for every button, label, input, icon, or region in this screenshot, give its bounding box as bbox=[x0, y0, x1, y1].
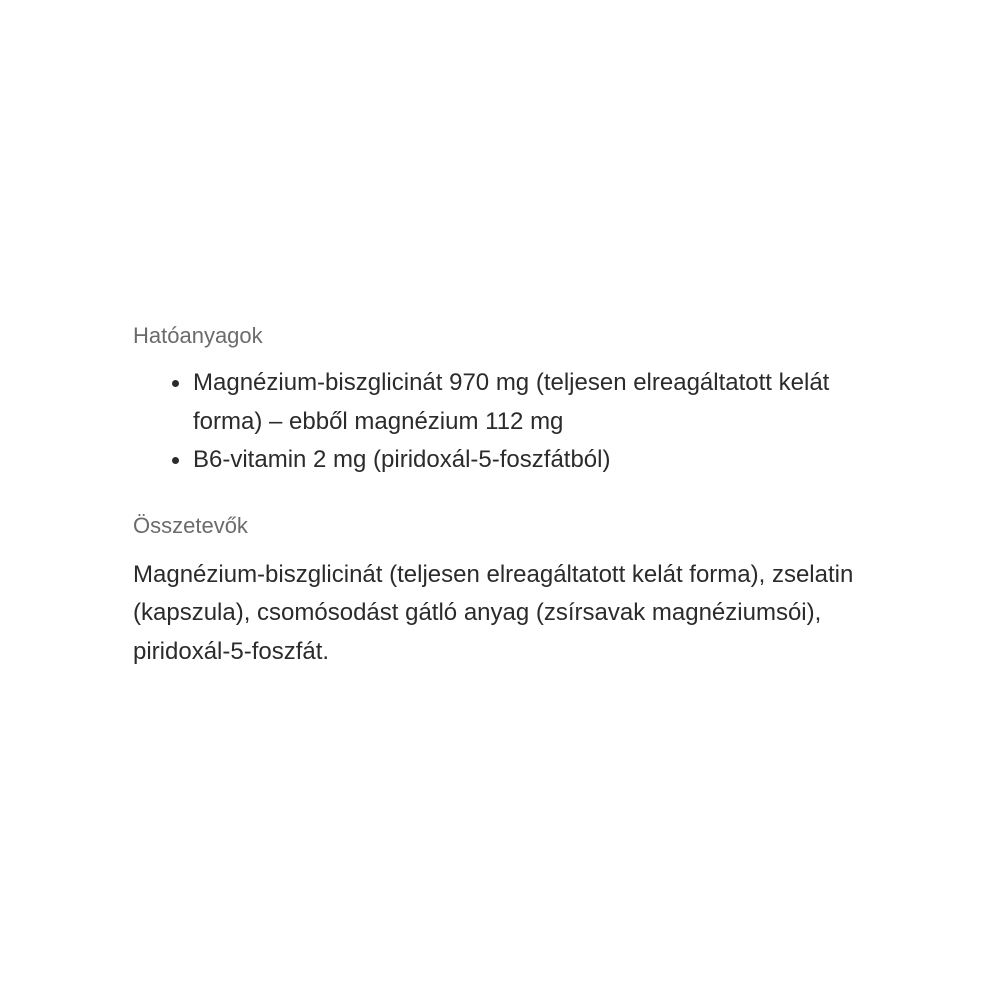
list-item bbox=[193, 441, 893, 480]
bullet-icon bbox=[172, 457, 179, 464]
bullet-icon bbox=[172, 380, 179, 387]
list-item bbox=[193, 364, 893, 441]
ingredients-heading: Összetevők bbox=[133, 512, 248, 538]
product-details bbox=[133, 320, 893, 671]
ingredients-text: Magnézium-biszglicinát (teljesen elreagáltatott kelát forma), zselatin (kapszula), csomósodást gátló anyag (zsírsavak magnéziumsói), piridoxál-5-foszfát. bbox=[133, 560, 854, 665]
active-ingredients-list bbox=[133, 364, 893, 480]
active-ingredients-heading: Hatóanyagok bbox=[133, 323, 263, 348]
list-item-text: Magnézium-biszglicinát 970 mg (teljesen elreagáltatott kelát forma) – ebből magnézium 112 mg bbox=[193, 369, 830, 435]
list-item-text: B6-vitamin 2 mg (piridoxál-5-foszfátból) bbox=[193, 446, 611, 473]
